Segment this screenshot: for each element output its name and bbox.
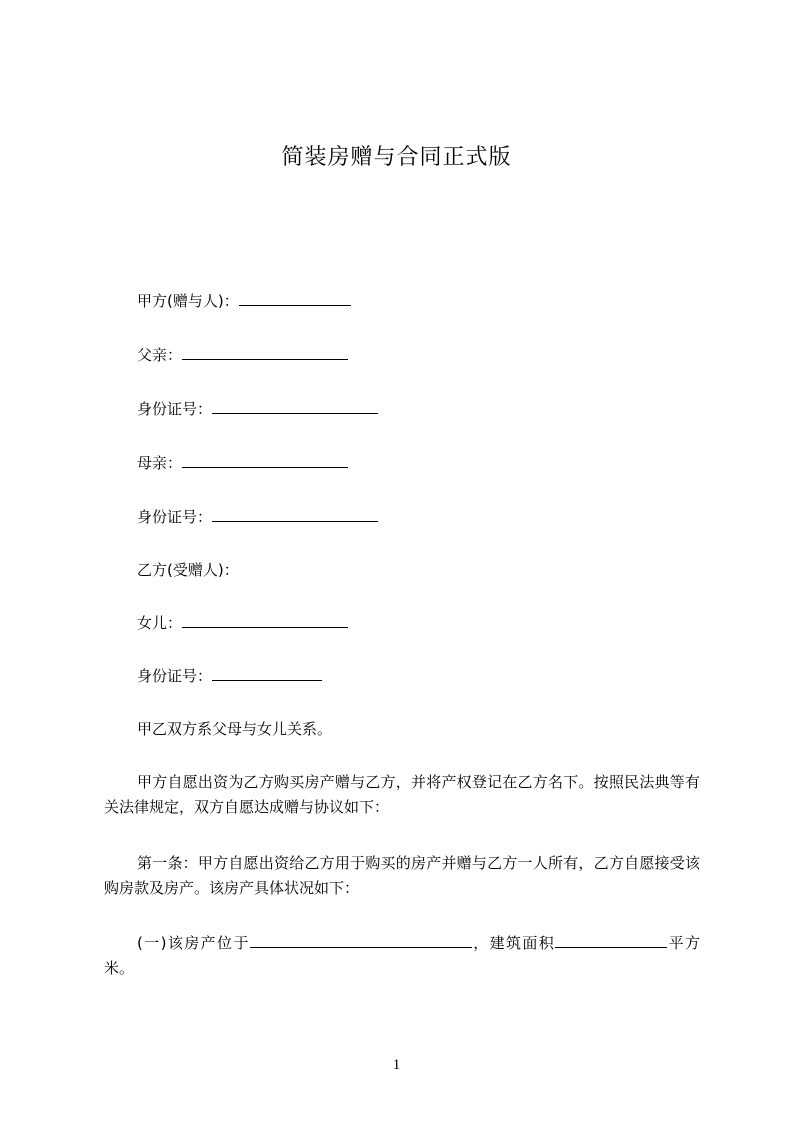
daughter-blank [182, 612, 348, 628]
father-blank [182, 344, 348, 360]
page-number: 1 [392, 1057, 401, 1073]
mother-id-label: 身份证号： [137, 508, 213, 526]
father-id-label: 身份证号： [137, 400, 213, 418]
mother-id-blank [212, 506, 378, 522]
relation-line: 甲乙双方系父母与女儿关系。 [137, 720, 333, 738]
daughter-id-line [137, 665, 322, 687]
father-id-line [137, 398, 378, 420]
mother-line [137, 452, 348, 474]
mother-id-line [137, 506, 378, 528]
daughter-id-label: 身份证号： [137, 667, 213, 685]
party-b-line [137, 559, 239, 581]
item-1-mid: ，建筑面积 [471, 934, 556, 952]
item-1-prefix: (一)该房产位于 [137, 934, 250, 952]
document-title: 简装房赠与合同正式版 [281, 145, 512, 170]
party-a-blank [239, 290, 351, 306]
location-blank [250, 932, 472, 948]
area-blank [555, 932, 667, 948]
daughter-label: 女儿： [137, 614, 183, 632]
daughter-id-blank [212, 665, 322, 681]
father-line [137, 344, 348, 366]
mother-label: 母亲： [137, 454, 183, 472]
party-a-line [137, 290, 351, 312]
party-b-label: 乙方(受赠人)： [137, 561, 239, 579]
item-1-paragraph [104, 931, 700, 981]
daughter-line [137, 612, 348, 634]
mother-blank [182, 452, 348, 468]
father-id-blank [212, 398, 378, 414]
article-1-paragraph: 第一条：甲方自愿出资给乙方用于购买的房产并赠与乙方一人所有，乙方自愿接受该购房款及房产。该房产具体状况如下： [104, 854, 700, 897]
preamble-paragraph: 甲方自愿出资为乙方购买房产赠与乙方，并将产权登记在乙方名下。按照民法典等有关法律规定，双方自愿达成赠与协议如下： [104, 773, 700, 816]
father-label: 父亲： [137, 346, 183, 364]
item-1-suffix: 平方米。 [104, 934, 700, 977]
party-a-label: 甲方(赠与人)： [137, 292, 239, 310]
